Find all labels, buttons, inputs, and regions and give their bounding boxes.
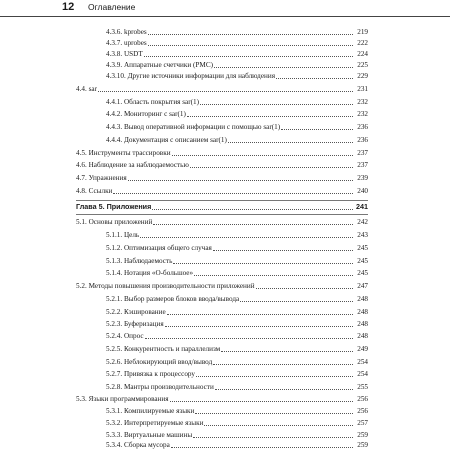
- toc-entry-title: 4.4.4. Документация с описанием sar(1): [106, 136, 227, 144]
- toc-leader-dots: [221, 351, 353, 352]
- toc-entry-page: 236: [357, 136, 368, 144]
- toc-leader-dots: [196, 376, 353, 377]
- toc-leader-dots: [200, 104, 353, 105]
- toc-entry-page: 247: [357, 282, 368, 290]
- toc-leader-dots: [281, 129, 353, 130]
- toc-entry-page: 254: [357, 370, 368, 378]
- toc-leader-dots: [140, 237, 353, 238]
- toc-entry: [106, 306, 368, 317]
- toc-entry: [106, 108, 368, 119]
- toc-entry-page: 243: [357, 231, 368, 239]
- toc-entry: [76, 185, 368, 196]
- toc-entry-title: 5.1. Основы приложений: [76, 218, 153, 226]
- toc-entry: [106, 439, 368, 450]
- toc-entry-page: 237: [357, 149, 368, 157]
- toc-entry-page: 232: [357, 98, 368, 106]
- toc-entry: [76, 172, 368, 183]
- toc-entry: [106, 330, 368, 341]
- toc-entry-title: 5.2.3. Буферизация: [106, 320, 164, 328]
- toc-leader-dots: [128, 180, 353, 181]
- toc-leader-dots: [256, 288, 353, 289]
- toc-entry-page: 231: [357, 85, 368, 93]
- toc-entry-title: 5.3.1. Компилируемые языки: [106, 407, 195, 415]
- toc-entry-title: 4.4.3. Вывод оперативной информации с помощью sar(1): [106, 123, 281, 131]
- toc-entry: [106, 405, 368, 416]
- toc-entry-title: 5.2.4. Опрос: [106, 332, 144, 340]
- toc-entry-page: 248: [357, 320, 368, 328]
- toc-leader-dots: [213, 250, 353, 251]
- toc-leader-dots: [204, 425, 353, 426]
- toc-leader-dots: [214, 67, 353, 68]
- toc-entry-page: 245: [357, 244, 368, 252]
- toc-entry: [106, 356, 368, 367]
- toc-entry: [106, 343, 368, 354]
- toc-entry-title: 4.3.9. Аппаратные счетчики (PMC): [106, 61, 214, 69]
- toc-leader-dots: [171, 447, 353, 448]
- toc-entry-page: 222: [357, 39, 368, 47]
- toc-entry-title: Глава 5. Приложения: [76, 202, 152, 211]
- toc-entry-title: 5.1.2. Оптимизация общего случая: [106, 244, 212, 252]
- toc-entry-title: 4.6. Наблюдение за наблюдаемостью: [76, 161, 189, 169]
- toc-entry: [106, 37, 368, 48]
- toc-entry: [106, 417, 368, 428]
- toc-entry-page: 232: [357, 110, 368, 118]
- page-number: 12: [62, 1, 75, 13]
- toc-leader-dots: [152, 209, 353, 210]
- toc-entry: [106, 229, 368, 240]
- toc-leader-dots: [190, 167, 353, 168]
- toc-entry: [106, 368, 368, 379]
- toc-entry-page: 225: [357, 61, 368, 69]
- toc-entry-title: 5.2.6. Неблокирующий ввод/вывод: [106, 358, 213, 366]
- toc-entry-page: 239: [357, 174, 368, 182]
- toc-leader-dots: [148, 34, 353, 35]
- toc-entry: [106, 96, 368, 107]
- toc-leader-dots: [167, 314, 353, 315]
- toc-entry: [106, 293, 368, 304]
- toc-entry: [106, 121, 368, 132]
- toc-entry-title: 4.5. Инструменты трассировки: [76, 149, 171, 157]
- toc-entry-title: 5.2.5. Конкурентность и параллелизм: [106, 345, 221, 353]
- toc-entry-page: 249: [357, 345, 368, 353]
- toc-entry: [106, 59, 368, 70]
- toc-entry-page: 254: [357, 358, 368, 366]
- toc-entry-title: 5.2.8. Мантры производительности: [106, 383, 214, 391]
- toc-entry: [106, 26, 368, 37]
- toc-leader-dots: [153, 224, 353, 225]
- toc-chapter-heading: [76, 201, 368, 212]
- toc-entry-title: 4.3.6. kprobes: [106, 28, 147, 36]
- toc-entry-page: 245: [357, 269, 368, 277]
- toc-entry-page: 229: [357, 72, 368, 80]
- toc-entry-title: 4.4.2. Мониторинг с sar(1): [106, 110, 186, 118]
- toc-entry: [76, 393, 368, 404]
- toc-entry: [76, 147, 368, 158]
- toc-entry-title: 5.1.1. Цель: [106, 231, 140, 239]
- toc-leader-dots: [98, 91, 353, 92]
- toc-entry-title: 5.3. Языки программирования: [76, 395, 169, 403]
- toc-leader-dots: [165, 326, 353, 327]
- toc-leader-dots: [113, 193, 353, 194]
- toc-entry: [76, 280, 368, 291]
- toc-entry-title: 5.1.4. Нотация «О-большое»: [106, 269, 194, 277]
- toc-entry-page: 248: [357, 295, 368, 303]
- toc-entry-page: 236: [357, 123, 368, 131]
- toc-entry-page: 240: [357, 187, 368, 195]
- toc-entry-title: 5.3.3. Виртуальные машины: [106, 431, 193, 439]
- toc-entry-page: 237: [357, 161, 368, 169]
- toc-entry: [106, 134, 368, 145]
- toc-leader-dots: [170, 401, 353, 402]
- toc-entry-page: 224: [357, 50, 368, 58]
- toc-leader-dots: [148, 45, 353, 46]
- toc-entry-title: 5.3.4. Сборка мусора: [106, 441, 170, 449]
- toc-entry-page: 259: [357, 441, 368, 449]
- toc-entry-title: 4.3.7. uprobes: [106, 39, 147, 47]
- toc-leader-dots: [187, 116, 353, 117]
- toc-entry-page: 242: [357, 218, 368, 226]
- toc-leader-dots: [240, 301, 353, 302]
- toc-entry-page: 241: [356, 202, 368, 211]
- toc-leader-dots: [215, 389, 353, 390]
- toc-entry-page: 257: [357, 419, 368, 427]
- toc-leader-dots: [193, 437, 353, 438]
- toc-entry-title: 5.3.2. Интерпретируемые языки: [106, 419, 204, 427]
- toc-entry-page: 248: [357, 332, 368, 340]
- toc-entry-title: 5.1.3. Наблюдаемость: [106, 257, 173, 265]
- toc-entry-page: 255: [357, 383, 368, 391]
- toc-entry-title: 4.4.1. Область покрытия sar(1): [106, 98, 200, 106]
- toc-entry-page: 245: [357, 257, 368, 265]
- toc-leader-dots: [213, 364, 353, 365]
- toc-entry: [106, 318, 368, 329]
- toc-entry: [106, 381, 368, 392]
- toc-leader-dots: [145, 338, 353, 339]
- toc-entry-title: 5.2. Методы повышения производительности приложений: [76, 282, 255, 290]
- toc-entry-page: 219: [357, 28, 368, 36]
- toc-entry: [106, 48, 368, 59]
- toc-entry: [106, 70, 368, 81]
- toc-entry-title: 5.2.7. Привязка к процессору: [106, 370, 196, 378]
- toc-leader-dots: [276, 78, 353, 79]
- toc-leader-dots: [173, 263, 353, 264]
- toc-entry-title: 5.2.1. Выбор размеров блоков ввода/вывода: [106, 295, 240, 303]
- toc-leader-dots: [172, 155, 353, 156]
- toc-entry-title: 4.3.10. Другие источники информации для наблюдения: [106, 72, 276, 80]
- toc-entry-title: 4.3.8. USDT: [106, 50, 143, 58]
- toc-entry-title: 5.2.2. Кэширование: [106, 308, 166, 316]
- toc-entry-title: 4.8. Ссылки: [76, 187, 113, 195]
- toc-entry-title: 4.4. sar: [76, 85, 97, 93]
- toc-entry-page: 256: [357, 407, 368, 415]
- toc-leader-dots: [228, 142, 353, 143]
- toc-entry-page: 259: [357, 431, 368, 439]
- toc-entry: [76, 159, 368, 170]
- toc-leader-dots: [195, 413, 353, 414]
- toc-leader-dots: [194, 275, 353, 276]
- toc-entry-page: 248: [357, 308, 368, 316]
- toc-entry: [106, 267, 368, 278]
- toc-entry-page: 256: [357, 395, 368, 403]
- toc-entry: [76, 83, 368, 94]
- running-header-title: Оглавление: [88, 2, 136, 12]
- toc-leader-dots: [144, 56, 353, 57]
- toc-entry: [106, 242, 368, 253]
- toc-entry: [76, 216, 368, 227]
- toc-entry-title: 4.7. Упражнения: [76, 174, 127, 182]
- toc-entry: [106, 255, 368, 266]
- chapter-divider: [76, 214, 368, 215]
